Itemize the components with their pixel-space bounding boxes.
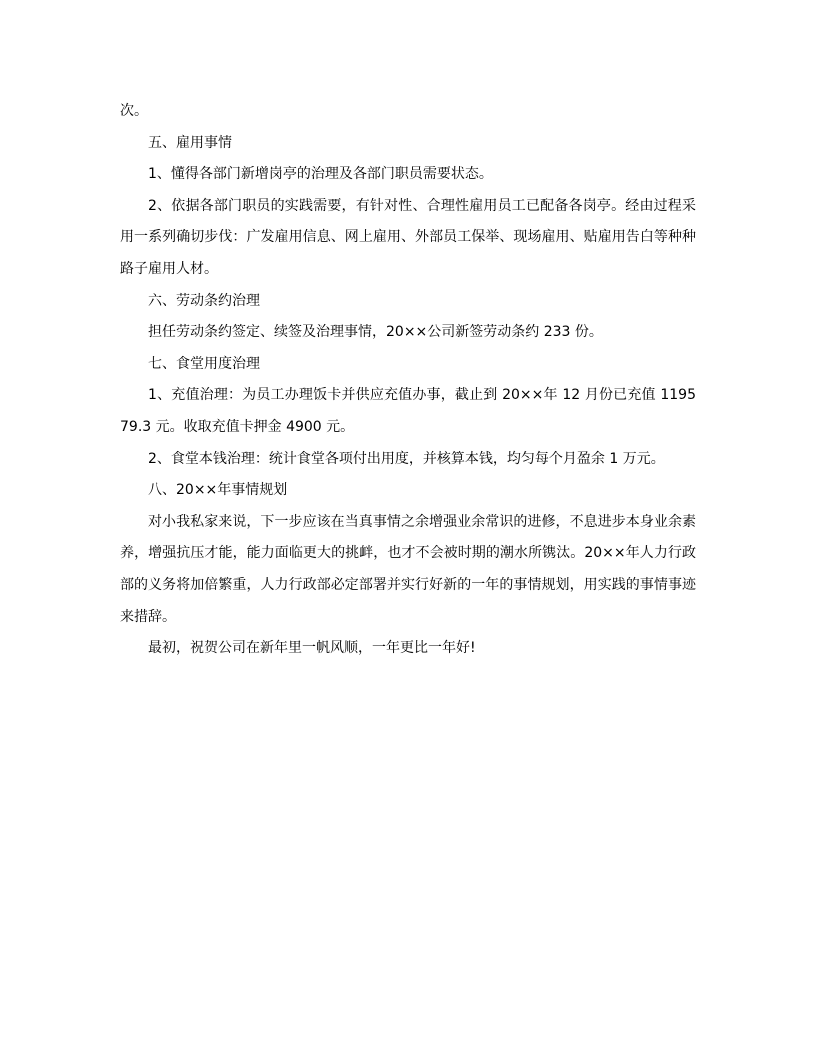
section-heading-recruitment: 五、雇用事情 xyxy=(148,134,232,151)
section-heading-canteen: 七、食堂用度治理 xyxy=(148,355,260,372)
paragraph-labor-contract: 担任劳动条约签定、续签及治理事情，20××公司新签劳动条约 233 份。 xyxy=(148,324,603,341)
section-heading-plan: 八、20××年事情规划 xyxy=(148,482,288,499)
paragraph-canteen-2: 2、食堂本钱治理：统计食堂各项付出用度，并核算本钱，均匀每个月盈余 1 万元。 xyxy=(148,450,665,467)
paragraph-plan: 对小我私家来说，下一步应该在当真事情之余增强业余常识的进修，不息进步本身业余素养，增强抗压才能，能力面临更大的挑衅，也才不会被时期的潮水所镌汰。20××年人力行政部的义务将加倍繁重，人力行政部必定部署并实行好新的一年的事情规划，用实践的事情事迹来措辞。 xyxy=(120,513,696,625)
paragraph-continuation: 次。 xyxy=(120,103,148,119)
paragraph-recruitment-2: 2、依据各部门职员的实践需要，有针对性、合理性雇用员工已配备各岗亭。经由过程采用一系列确切步伐：广发雇用信息、网上雇用、外部员工保举、现场雇用、贴雇用告白等种种路子雇用人材。 xyxy=(120,197,696,277)
paragraph-canteen-1: 1、充值治理：为员工办理饭卡并供应充值办事，截止到 20××年 12 月份已充值 119579.3 元。收取充值卡押金 4900 元。 xyxy=(120,387,696,435)
paragraph-recruitment-1: 1、懂得各部门新增岗亭的治理及各部门职员需要状态。 xyxy=(148,166,493,183)
paragraph-closing: 最初，祝贺公司在新年里一帆风顺，一年更比一年好! xyxy=(148,640,476,657)
section-heading-labor-contract: 六、劳动条约治理 xyxy=(148,292,260,309)
document-page xyxy=(120,96,696,665)
